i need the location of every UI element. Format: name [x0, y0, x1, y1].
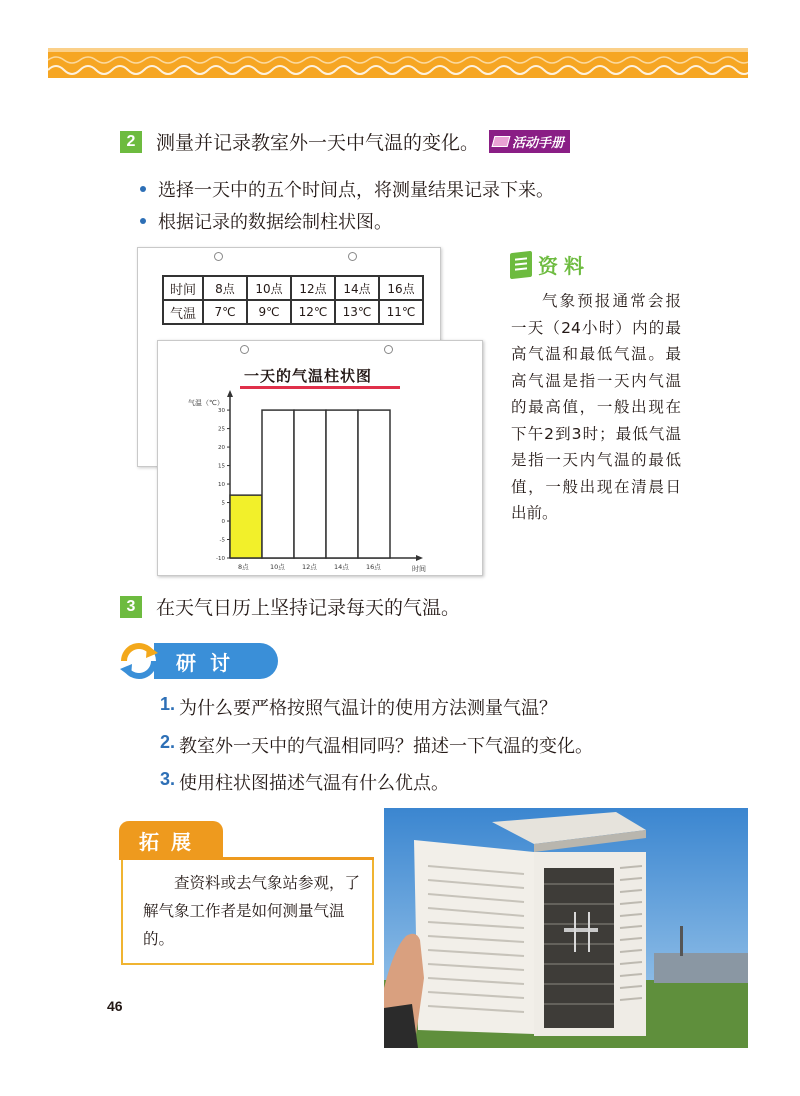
- table-cell: 7℃: [203, 300, 247, 324]
- table-row: [163, 300, 423, 324]
- document-icon: [510, 250, 532, 278]
- table-row: [163, 276, 423, 300]
- weather-shelter-photo: [384, 808, 748, 1048]
- page-number: 46: [107, 998, 123, 1014]
- question-item: [160, 732, 593, 758]
- step-2-heading: [120, 128, 570, 155]
- question-text: 教室外一天中的气温相同吗？描述一下气温的变化。: [179, 736, 594, 757]
- y-axis-arrow: [227, 390, 233, 397]
- temperature-record-table: [162, 275, 424, 325]
- reference-text: 气象预报通常会报一天（24小时）内的最高气温和最低气温。最高气温是指一天内气温的最高值，一般出现在下午2到3时；最低气温是指一天内气温的最低值，一般出现在清晨日出前。: [511, 292, 681, 522]
- x-tick-label: 12点: [302, 563, 317, 571]
- bullet-text: 根据记录的数据绘制柱状图。: [158, 212, 392, 233]
- y-axis-label: 气温（℃）: [188, 399, 224, 407]
- table-cell: 16点: [379, 276, 423, 300]
- question-number: 3.: [160, 769, 176, 789]
- extension-title: 拓展: [119, 821, 223, 859]
- table-header-time: 时间: [163, 276, 203, 300]
- binder-hole: [214, 252, 223, 261]
- step-text: 在天气日历上坚持记录每天的气温。: [156, 597, 461, 619]
- y-tick-label: 15: [218, 463, 225, 470]
- extension-text: 查资料或去气象站参观，了解气象工作者是如何测量气温的。: [143, 874, 361, 948]
- extension-title-rule: [119, 857, 374, 860]
- question-number: 2.: [160, 732, 176, 752]
- reference-title: 资料: [538, 254, 590, 278]
- bullet-dot: [140, 218, 146, 224]
- activity-handbook-badge: [489, 130, 570, 153]
- bullet-text: 选择一天中的五个时间点，将测量结果记录下来。: [158, 180, 554, 201]
- top-decorative-band: [48, 48, 748, 78]
- table-cell: 14点: [335, 276, 379, 300]
- temperature-bar-chart: [158, 341, 484, 577]
- chart-title: 一天的气温柱状图: [244, 367, 373, 385]
- y-tick-label: 25: [218, 426, 225, 433]
- table-cell: 8点: [203, 276, 247, 300]
- step-number: 3: [120, 596, 142, 618]
- bar: [230, 495, 262, 558]
- handbook-label: 活动手册: [512, 136, 565, 151]
- table-cell: 13℃: [335, 300, 379, 324]
- table-cell: 11℃: [379, 300, 423, 324]
- table-cell: 12℃: [291, 300, 335, 324]
- reference-heading: [510, 250, 590, 279]
- x-axis-label: 时间: [412, 565, 426, 573]
- bar: [358, 410, 390, 558]
- book-icon: [492, 136, 511, 147]
- x-axis-arrow: [416, 555, 423, 561]
- step-3-heading: [120, 593, 460, 620]
- table-cell: 12点: [291, 276, 335, 300]
- y-tick-label: 30: [218, 408, 225, 415]
- y-tick-label: 5: [221, 500, 225, 507]
- step-number: 2: [120, 131, 142, 153]
- binder-hole: [348, 252, 357, 261]
- x-tick-label: 10点: [270, 563, 285, 571]
- x-tick-label: 14点: [334, 563, 349, 571]
- bullet-dot: [140, 186, 146, 192]
- y-tick-label: 20: [218, 445, 225, 452]
- y-tick-label: 10: [218, 482, 225, 489]
- y-tick-label: -10: [216, 556, 225, 562]
- question-text: 使用柱状图描述气温有什么优点。: [179, 773, 450, 794]
- question-item: [160, 694, 557, 720]
- table-cell: 10点: [247, 276, 291, 300]
- chart-sheet: [157, 340, 483, 576]
- x-tick-label: 16点: [366, 563, 381, 571]
- question-number: 1.: [160, 694, 176, 714]
- bar: [262, 410, 294, 558]
- question-item: [160, 769, 449, 795]
- table-header-temp: 气温: [163, 300, 203, 324]
- bullet-item: [140, 208, 392, 234]
- bar: [294, 410, 326, 558]
- discussion-title: 研讨: [154, 643, 278, 679]
- step-text: 测量并记录教室外一天中气温的变化。: [156, 132, 480, 154]
- table-cell: 9℃: [247, 300, 291, 324]
- x-tick-label: 8点: [238, 563, 249, 571]
- question-text: 为什么要严格按照气温计的使用方法测量气温？: [179, 698, 558, 719]
- bullet-item: [140, 176, 554, 202]
- y-tick-label: -5: [219, 537, 225, 544]
- refresh-arrows-icon: [116, 641, 162, 681]
- bar: [326, 410, 358, 558]
- y-tick-label: 0: [221, 519, 225, 526]
- discussion-heading: [116, 641, 278, 681]
